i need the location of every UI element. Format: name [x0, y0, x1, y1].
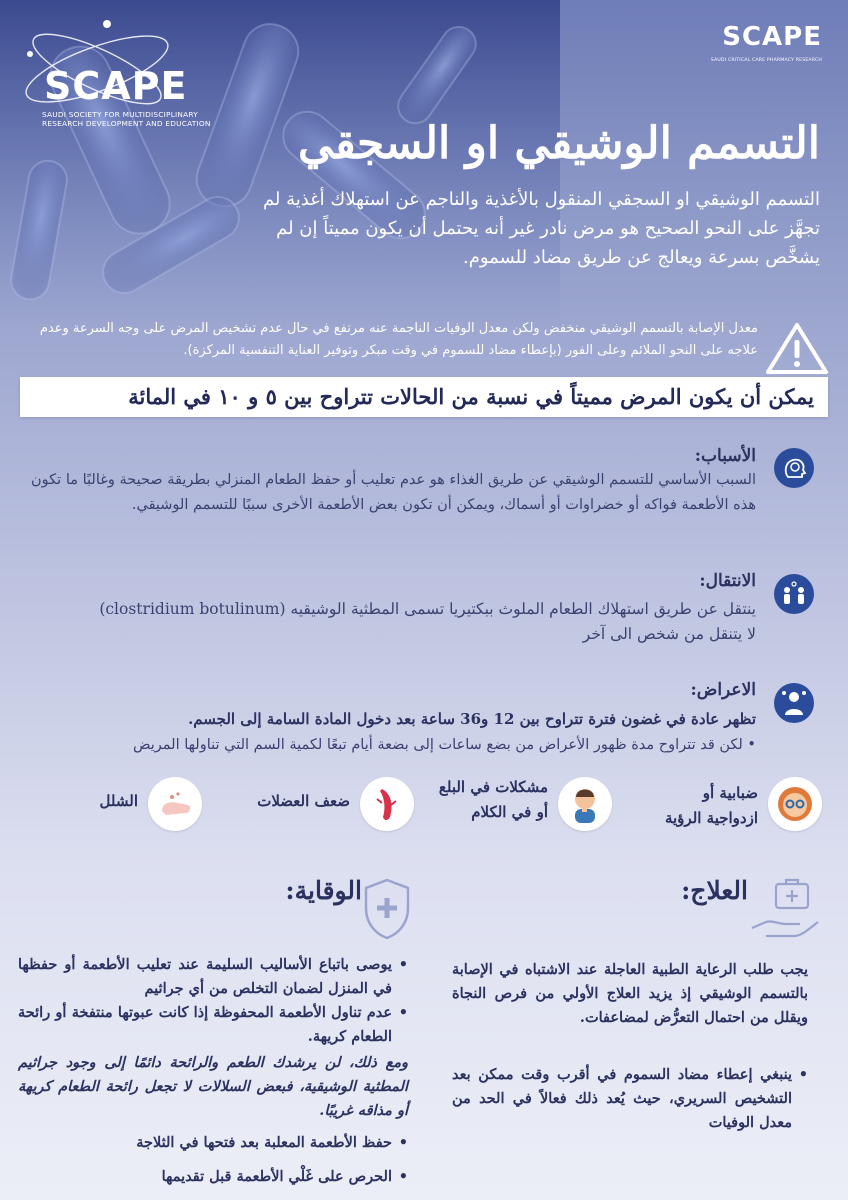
- mortality-banner: [20, 377, 828, 417]
- prevention-bullet: • يوصى باتباع الأساليب السليمة عند تعليب الأطعمة أو حفظها في المنزل لضمان التخلص من أي جراثيم: [18, 953, 408, 1001]
- symptoms-lead: تظهر عادة في غضون فترة تتراوح بين 12 و36 ساعة بعد دخول المادة السامة إلى الجسم.: [188, 710, 756, 728]
- scape-logo-left: [12, 14, 212, 128]
- warning-triangle-icon: [764, 320, 830, 376]
- treatment-body: يجب طلب الرعاية الطبية العاجلة عند الاشتباه في الإصابة بالتسمم الوشيقي إذ يزيد العلاج الأولي من فرص النجاة ويقلل من احتمال التعرُّض لمضاعفات.: [452, 961, 808, 1026]
- left-logo-wordmark: SCAPE: [44, 64, 188, 108]
- symptom-blurred-vision: [632, 775, 822, 835]
- intro-paragraph: التسمم الوشيقي او السجقي المنقول بالأغذية والناجم عن استهلاك أغذية لم تجهَّز على النحو الصحيح هو مرض نادر غير أنه يحتمل أن يكون مميتاً إن لم يشخَّص بسرعة ويعالج عن طريق مضاد للسموم.: [262, 189, 820, 268]
- blurred-vision-icon: [768, 777, 822, 831]
- treatment-bullet: • ينبغي إعطاء مضاد السموم في أقرب وقت ممكن بعد التشخيص السريري، حيث يُعد ذلك فعالاً في الحد من معدل الوفيات: [452, 1063, 808, 1135]
- symptom-muscle-weakness: [224, 775, 414, 835]
- scape-logo-right: [710, 22, 822, 72]
- people-transmission-icon: [774, 574, 814, 614]
- transmission-body: [16, 597, 756, 647]
- symptom-swallowing-label: مشكلات في البلع أو في الكلام: [438, 778, 548, 821]
- symptom-muscle-weakness-label: ضعف العضلات: [257, 792, 350, 810]
- transmission-line-1: ينتقل عن طريق استهلاك الطعام الملوث ببكتيريا تسمى المطثية الوشيقيه (clostridium botulinum): [99, 600, 756, 618]
- prevention-note: ومع ذلك، لن يرشدك الطعم والرائحة دائمًا إلى وجود جراثيم المطثية الوشيقية، فبعض السلالات لا تجعل رائحة الطعام كريهة أو مذاقه غريبًا.: [18, 1054, 408, 1119]
- symptom-blurred-vision-label: ضبابية أو ازدواجية الرؤية: [664, 784, 758, 827]
- symptom-paralysis-label: الشلل: [99, 792, 138, 810]
- page-title: التسمم الوشيقي او السجقي: [298, 118, 820, 169]
- symptom-swallowing: [416, 775, 612, 835]
- prevention-bullet: • الحرص على غَلْي الأطعمة قبل تقديمها: [18, 1165, 408, 1189]
- symptom-paralysis: [22, 775, 202, 835]
- mortality-banner-text: يمكن أن يكون المرض مميتاً في نسبة من الحالات تتراوح بين ٥ و ١٠ في المائة: [128, 384, 814, 409]
- transmission-line-2: لا يتنقل من شخص الى آخر: [582, 625, 756, 643]
- left-logo-subtitle: SAUDI SOCIETY FOR MULTIDISCIPLINARY RESEARCH DEVELOPMENT AND EDUCATION: [42, 110, 211, 128]
- causes-title: الأسباب:: [694, 446, 756, 466]
- prevention-body: [18, 953, 408, 1189]
- symptoms-title: الاعراض:: [690, 680, 756, 700]
- hand-medical-kit-icon: [748, 878, 824, 944]
- paralysis-icon: [148, 777, 202, 831]
- symptoms-bullet-text: لكن قد تتراوح مدة ظهور الأعراض من بضع ساعات إلى بضعة أيام تبعًا لكمية السم التي تناولها المريض: [132, 737, 743, 753]
- right-logo-subtitle: SAUDI CRITICAL CARE PHARMACY RESEARCH: [710, 58, 822, 63]
- prevention-bullet: • حفظ الأطعمة المعلبة بعد فتحها في الثلاجة: [18, 1131, 408, 1155]
- lightbulb-head-icon: [774, 448, 814, 488]
- muscle-icon: [360, 777, 414, 831]
- treatment-bullet-list: [452, 1063, 808, 1135]
- symptoms-bullet: • لكن قد تتراوح مدة ظهور الأعراض من بضع ساعات إلى بضعة أيام تبعًا لكمية السم التي تناولها المريض: [132, 737, 756, 753]
- swallowing-icon: [558, 777, 612, 831]
- transmission-title: الانتقال:: [699, 571, 756, 591]
- doctor-symptoms-icon: [774, 683, 814, 723]
- causes-body: السبب الأساسي للتسمم الوشيقي عن طريق الغذاء هو عدم تعليب أو حفظ الطعام المنزلي بطريقة صحيحة وغالبًا ما تكون هذه الأطعمة فواكه أو خضراوات أو أسماك، ويمكن أن تكون بعض الأطعمة الأخرى سببًا للتسمم الوشيقي.: [31, 472, 756, 513]
- right-logo-wordmark: SCAPE: [722, 22, 822, 52]
- prevention-bullet: • عدم تناول الأطعمة المحفوظة إذا كانت عبوتها منتفخة أو رائحة الطعام كريهة.: [18, 1001, 408, 1049]
- prevention-title: الوقاية:: [285, 876, 362, 905]
- shield-cross-icon: [360, 876, 414, 942]
- treatment-title: العلاج:: [681, 876, 748, 905]
- warning-text: معدل الإصابة بالتسمم الوشيقي منخفض ولكن معدل الوفيات الناجمة عنه مرتفع في حال عدم تشخيص المرض على وجه السرعة وعدم علاجه على النحو الملائم وعلى الفور (بإعطاء مضاد للسموم في وقت مبكر وتوفير العناية التنفسية المركزة).: [39, 321, 758, 358]
